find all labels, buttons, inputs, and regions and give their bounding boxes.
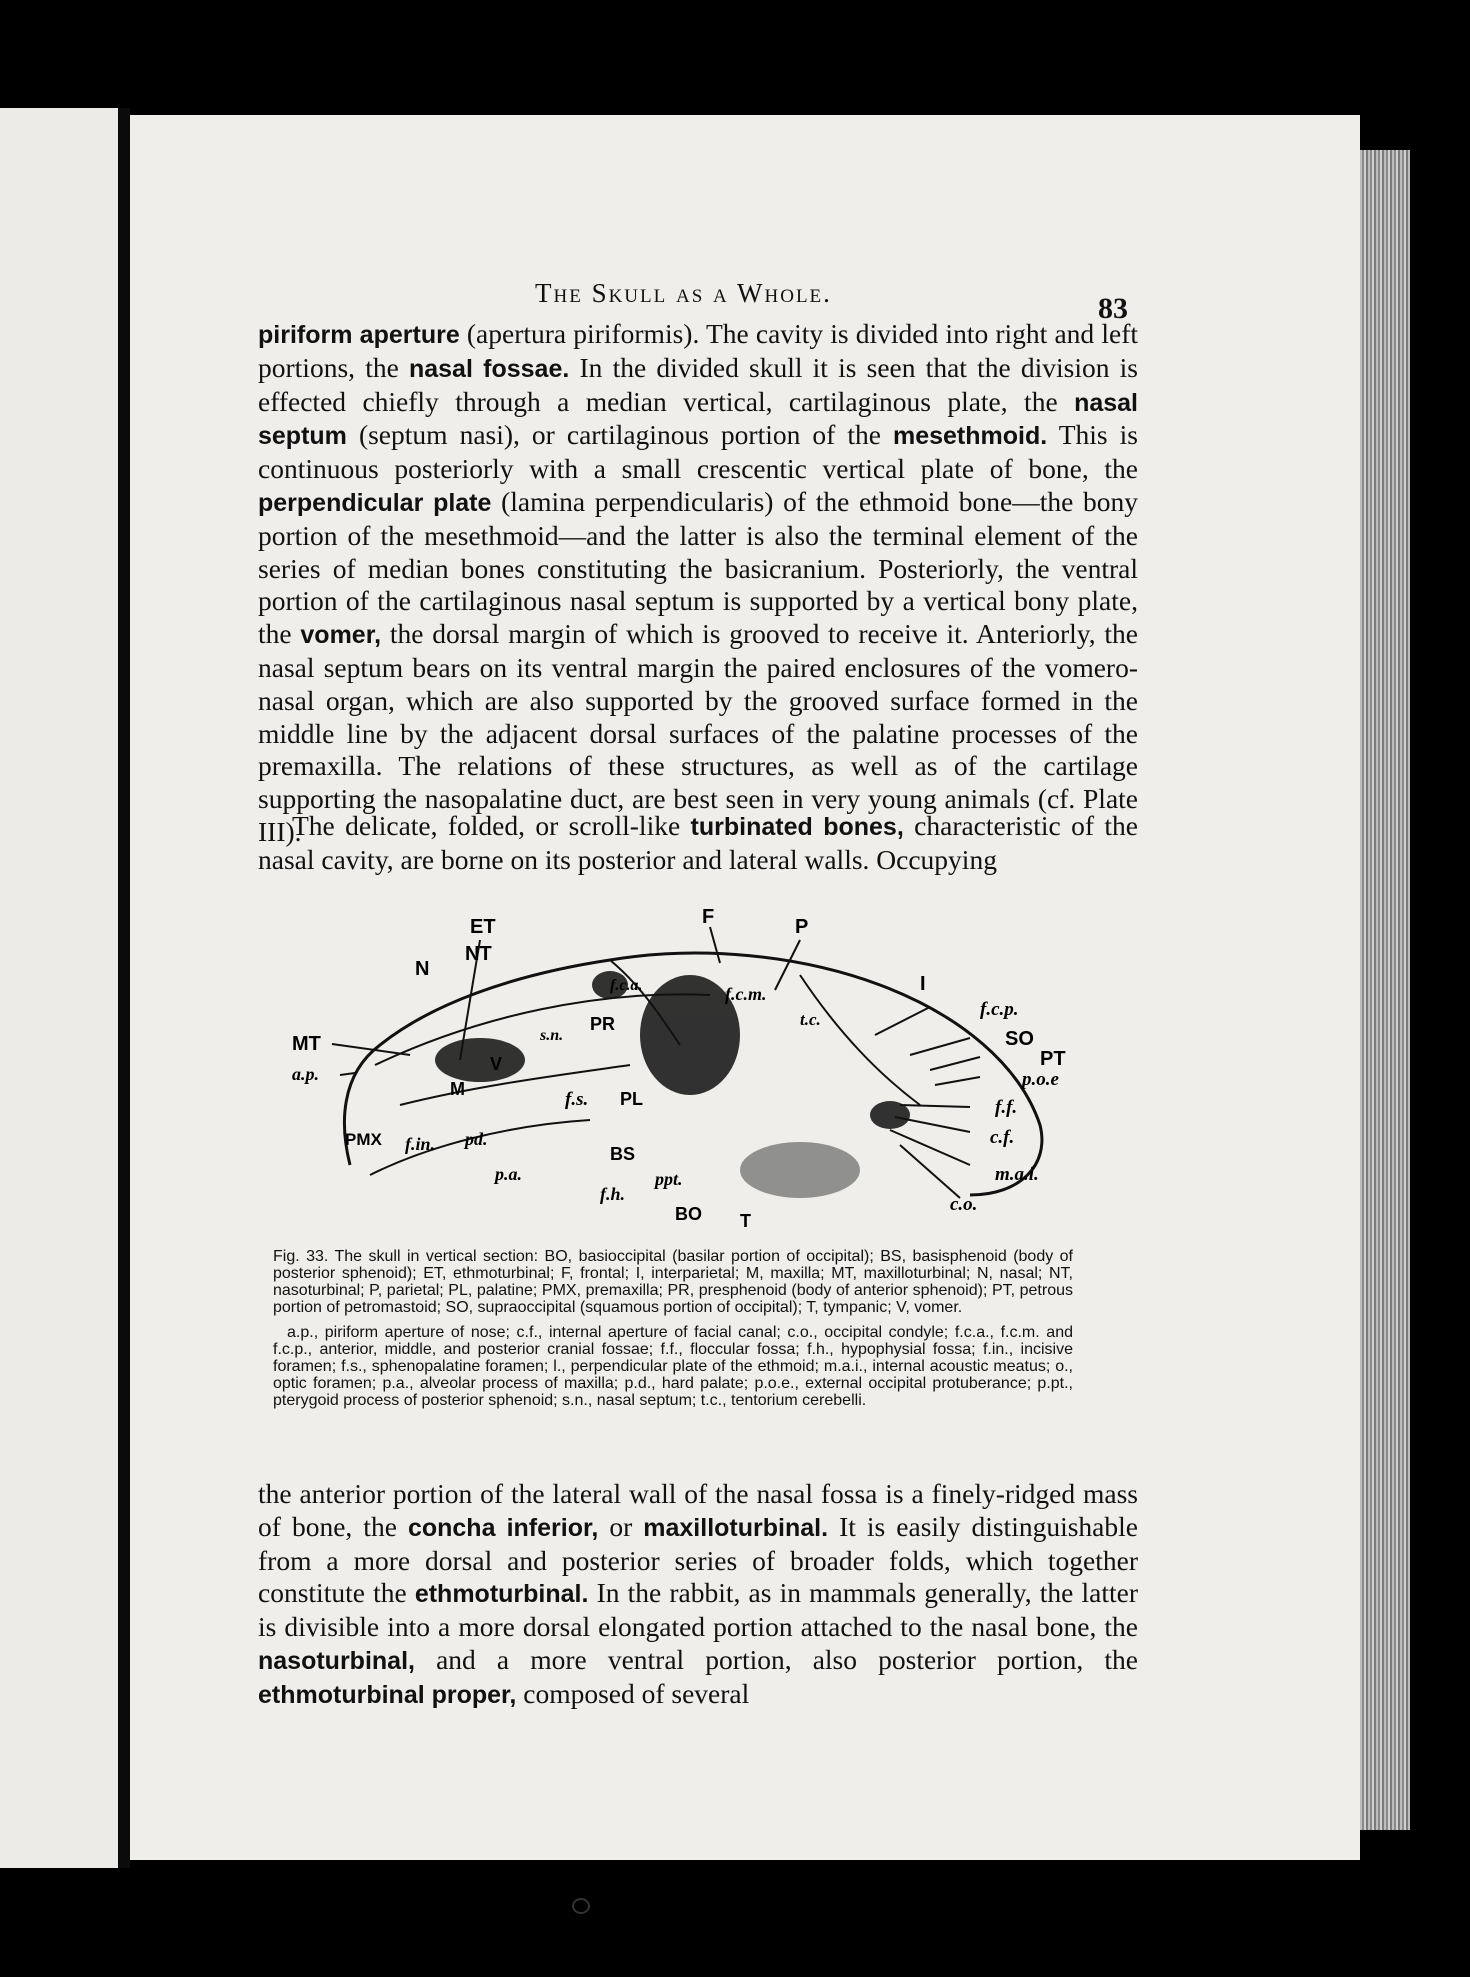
text-run: or: [598, 1510, 644, 1542]
figure-label: s.n.: [540, 1027, 564, 1044]
figure-label: f.h.: [600, 1184, 626, 1204]
figure-label: NT: [465, 943, 492, 965]
figure-label: BS: [610, 1144, 636, 1164]
figure-label: f.f.: [995, 1097, 1018, 1118]
text-run: This is continuous posteriorly with a small crescentic vertical plate of bone, the: [258, 419, 1138, 485]
figure-label: N: [415, 958, 430, 980]
figure-label: ppt.: [655, 1169, 683, 1189]
text-run: characteristic of the nasal cavity, are borne on its posterior and lateral walls. Occupying: [258, 810, 1138, 875]
text-run: (septum nasi), or cartilaginous portion of the: [346, 419, 893, 451]
figure-label: I: [920, 973, 926, 995]
figure-label: f.in.: [405, 1134, 436, 1154]
term: maxilloturbinal.: [643, 1513, 829, 1542]
text-run: composed of several: [516, 1677, 750, 1709]
term: ethmoturbinal.: [414, 1580, 589, 1609]
figure-label: MT: [292, 1033, 321, 1055]
paragraph-1: [258, 318, 1138, 849]
term: mesethmoid.: [892, 422, 1048, 451]
left-page-edge: [0, 108, 118, 1868]
figure-label: PT: [1040, 1048, 1066, 1070]
running-head: The Skull as a Whole.: [535, 278, 832, 308]
figure-label: a.p.: [292, 1064, 319, 1084]
figure-label: SO: [1005, 1028, 1034, 1050]
term: nasal fossae.: [408, 354, 570, 383]
figure-label: pd.: [465, 1129, 488, 1149]
caption-legend: a.p., piriform aperture of nose; c.f., internal aperture of facial canal; c.o., occipital condyle; f.c.a., f.c.m. and f.c.p., anterior, middle, and posterior cranial fossae; f.f., floccular fossa; f.h., hypophysial fossa; f.in., incisive foramen; f.s., sphenopalatine foramen; l., perpendicular plate of the ethmoid; m.a.i., internal acoustic meatus; o., optic foramen; p.a., alveolar process of maxilla; p.d., hard palate; p.o.e., external occipital protuberance; p.pt., pterygoid process of posterior sphenoid; s.n., nasal septum; t.c., tentorium cerebelli.: [273, 1324, 1073, 1409]
figure-label: f.c.m.: [725, 984, 767, 1004]
text-run: It is easily distinguishable from a more dorsal and posterior series of broader folds, which together constitute the: [258, 1510, 1138, 1609]
text-run: (lamina perpendicularis) of the ethmoid bone—the bony portion of the mesethmoid—and the latter is also the terminal element of the series of median bones constituting the basicranium. Posteriorly, the ventral portion of the cartilaginous nasal septum is supported by a vertical bony plate, the: [258, 485, 1138, 650]
text-run: In the divided skull it is seen that the division is effected chiefly through a median vertical, cartilaginous plate, the: [258, 351, 1138, 417]
book-gutter: [118, 108, 130, 1868]
scan-mark: [572, 1898, 590, 1914]
figure-label: F: [702, 906, 715, 928]
text-run: and a more ventral portion, also posterior portion, the: [414, 1643, 1138, 1675]
caption-main: Fig. 33. The skull in vertical section: BO, basioccipital (basilar portion of occipital); BS, basisphenoid (body of posterior sphenoid); ET, ethmoturbinal; F, frontal; I, interparietal; M, maxilla; MT, maxilloturbinal; N, nasal; NT, nasoturbinal; P, parietal; PL, palatine; PMX, premaxilla; PR, presphenoid (body of anterior sphenoid); PT, petrous portion of petromastoid; SO, supraoccipital (squamous portion of occipital); T, tympanic; V, vomer.: [273, 1248, 1073, 1316]
skull-section-figure: [280, 895, 1110, 1240]
figure-label: V: [490, 1054, 503, 1074]
figure-caption: [273, 1248, 1073, 1409]
figure-label: ET: [470, 916, 496, 938]
figure-label: f.c.a.: [610, 977, 643, 994]
term: perpendicular plate: [258, 488, 492, 517]
figure-label: PR: [590, 1014, 616, 1034]
figure-label: p.o.e: [1022, 1069, 1059, 1090]
figure-label: t.c.: [800, 1010, 821, 1029]
figure-label: c.f.: [990, 1127, 1015, 1148]
page-stack-edge: [1360, 150, 1410, 1830]
figure-label: p.a.: [495, 1164, 522, 1184]
figure-label: T: [740, 1211, 751, 1231]
term: vomer,: [300, 621, 382, 650]
figure-label: f.s.: [565, 1089, 589, 1110]
figure-label: PMX: [345, 1130, 382, 1149]
term: turbinated bones,: [690, 813, 904, 841]
term: ethmoturbinal proper,: [258, 1680, 517, 1709]
paragraph-3: [258, 1478, 1138, 1712]
text-run: the anterior portion of the lateral wall of the nasal fossa is a finely-ridged mass of bone, the: [258, 1478, 1138, 1542]
figure-label: PL: [620, 1089, 644, 1109]
figure-label: P: [795, 916, 809, 938]
paragraph-2: [258, 810, 1138, 877]
text-run: In the rabbit, as in mammals generally, the latter is divisible into a more dorsal elongated portion attached to the nasal bone, the: [258, 1577, 1138, 1643]
figure-label: f.c.p.: [980, 999, 1019, 1020]
figure-label: c.o.: [950, 1194, 978, 1215]
figure-label: m.a.i.: [995, 1164, 1039, 1185]
term: nasal septum: [258, 388, 1138, 451]
figure-label: BO: [675, 1204, 702, 1224]
text-run: the dorsal margin of which is grooved to receive it. Anteriorly, the nasal septum bears on its ventral margin the paired enclosures of the vomero-nasal organ, which are also supported by the grooved surface formed in the middle line by the adjacent dorsal surfaces of the palatine processes of the premaxilla. The relations of these structures, as well as of the cartilage supporting the nasopalatine duct, are best seen in very young animals (cf. Plate III).: [258, 618, 1138, 847]
page-number: 83: [1098, 292, 1128, 325]
term: concha inferior,: [407, 1513, 599, 1542]
term: nasoturbinal,: [258, 1646, 415, 1675]
text-run: The delicate, folded, or scroll-like: [292, 810, 691, 841]
figure-label: M: [450, 1079, 465, 1099]
term: piriform aperture: [258, 321, 460, 349]
text-run: (apertura piriformis). The cavity is divided into right and left portions, the: [258, 318, 1138, 383]
